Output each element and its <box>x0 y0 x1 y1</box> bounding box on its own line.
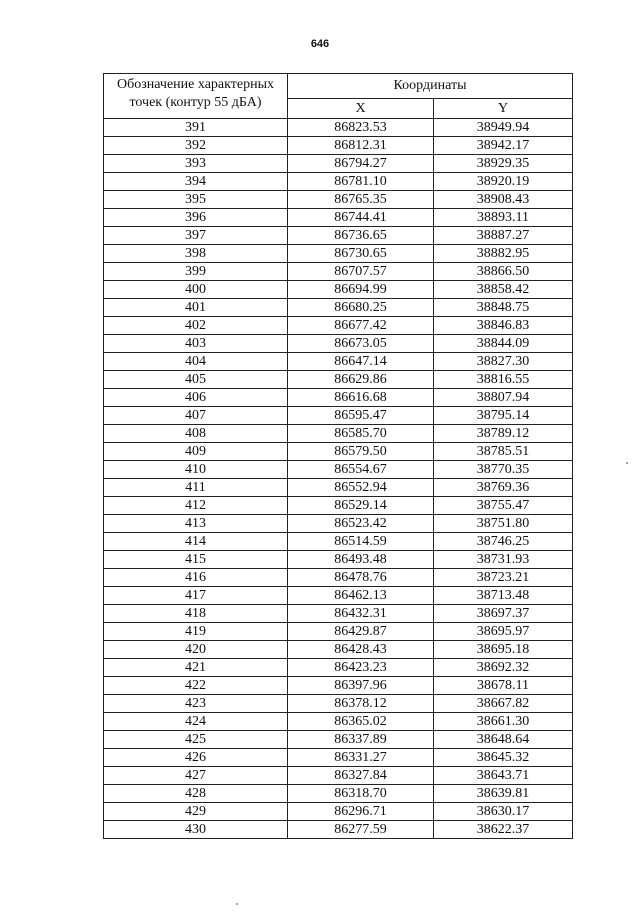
header-row-top <box>104 74 573 99</box>
x-coordinate-cell: 86365.02 <box>288 713 434 731</box>
table-row <box>104 533 573 551</box>
x-coordinate-cell: 86673.05 <box>288 335 434 353</box>
table-row <box>104 317 573 335</box>
y-coordinate-cell: 38769.36 <box>434 479 573 497</box>
point-id-cell: 423 <box>104 695 288 713</box>
table-row <box>104 173 573 191</box>
x-coordinate-cell: 86595.47 <box>288 407 434 425</box>
point-id-cell: 397 <box>104 227 288 245</box>
y-coordinate-cell: 38827.30 <box>434 353 573 371</box>
point-id-cell: 419 <box>104 623 288 641</box>
point-id-cell: 400 <box>104 281 288 299</box>
point-id-cell: 407 <box>104 407 288 425</box>
table-row <box>104 497 573 515</box>
point-id-cell: 406 <box>104 389 288 407</box>
table-row <box>104 713 573 731</box>
x-coordinate-cell: 86423.23 <box>288 659 434 677</box>
point-id-cell: 416 <box>104 569 288 587</box>
table-row <box>104 137 573 155</box>
table-row <box>104 353 573 371</box>
y-coordinate-cell: 38942.17 <box>434 137 573 155</box>
x-coordinate-cell: 86579.50 <box>288 443 434 461</box>
x-coordinate-cell: 86680.25 <box>288 299 434 317</box>
x-coordinate-cell: 86554.67 <box>288 461 434 479</box>
x-coordinate-cell: 86677.42 <box>288 317 434 335</box>
x-coordinate-cell: 86812.31 <box>288 137 434 155</box>
point-id-cell: 429 <box>104 803 288 821</box>
table-row <box>104 335 573 353</box>
point-id-cell: 401 <box>104 299 288 317</box>
coordinates-table <box>103 73 573 839</box>
table-row <box>104 443 573 461</box>
x-coordinate-cell: 86514.59 <box>288 533 434 551</box>
y-coordinate-cell: 38920.19 <box>434 173 573 191</box>
point-id-cell: 392 <box>104 137 288 155</box>
point-id-cell: 422 <box>104 677 288 695</box>
y-coordinate-cell: 38723.21 <box>434 569 573 587</box>
point-id-cell: 413 <box>104 515 288 533</box>
y-coordinate-cell: 38816.55 <box>434 371 573 389</box>
table-row <box>104 263 573 281</box>
x-coordinate-cell: 86493.48 <box>288 551 434 569</box>
point-id-cell: 418 <box>104 605 288 623</box>
y-coordinate-cell: 38755.47 <box>434 497 573 515</box>
table-row <box>104 605 573 623</box>
y-coordinate-cell: 38893.11 <box>434 209 573 227</box>
x-coordinate-cell: 86736.65 <box>288 227 434 245</box>
x-coordinate-cell: 86647.14 <box>288 353 434 371</box>
table-row <box>104 425 573 443</box>
point-id-cell: 404 <box>104 353 288 371</box>
point-id-cell: 409 <box>104 443 288 461</box>
x-coordinate-cell: 86462.13 <box>288 587 434 605</box>
point-id-cell: 417 <box>104 587 288 605</box>
table-row <box>104 569 573 587</box>
y-coordinate-cell: 38785.51 <box>434 443 573 461</box>
x-coordinate-cell: 86331.27 <box>288 749 434 767</box>
scan-speck <box>626 462 628 464</box>
y-coordinate-cell: 38667.82 <box>434 695 573 713</box>
x-coordinate-cell: 86794.27 <box>288 155 434 173</box>
table-row <box>104 245 573 263</box>
x-coordinate-cell: 86694.99 <box>288 281 434 299</box>
table-row <box>104 227 573 245</box>
table-row <box>104 209 573 227</box>
table-header <box>104 74 573 119</box>
y-coordinate-cell: 38643.71 <box>434 767 573 785</box>
point-id-cell: 402 <box>104 317 288 335</box>
point-id-cell: 396 <box>104 209 288 227</box>
table-row <box>104 695 573 713</box>
point-id-cell: 421 <box>104 659 288 677</box>
y-coordinate-cell: 38622.37 <box>434 821 573 839</box>
y-coordinate-cell: 38678.11 <box>434 677 573 695</box>
y-coordinate-cell: 38695.18 <box>434 641 573 659</box>
point-id-cell: 408 <box>104 425 288 443</box>
y-coordinate-cell: 38630.17 <box>434 803 573 821</box>
table-row <box>104 821 573 839</box>
table-row <box>104 749 573 767</box>
y-coordinate-cell: 38848.75 <box>434 299 573 317</box>
y-coordinate-cell: 38807.94 <box>434 389 573 407</box>
x-coordinate-cell: 86296.71 <box>288 803 434 821</box>
point-id-cell: 391 <box>104 119 288 137</box>
point-id-cell: 414 <box>104 533 288 551</box>
y-coordinate-cell: 38844.09 <box>434 335 573 353</box>
point-id-cell: 412 <box>104 497 288 515</box>
y-coordinate-cell: 38908.43 <box>434 191 573 209</box>
point-id-cell: 403 <box>104 335 288 353</box>
x-coordinate-cell: 86629.86 <box>288 371 434 389</box>
x-coordinate-cell: 86318.70 <box>288 785 434 803</box>
point-id-cell: 425 <box>104 731 288 749</box>
point-id-cell: 405 <box>104 371 288 389</box>
x-coordinate-cell: 86337.89 <box>288 731 434 749</box>
x-coordinate-cell: 86478.76 <box>288 569 434 587</box>
coordinates-header: Координаты <box>288 74 573 99</box>
y-column-header: Y <box>434 99 573 119</box>
x-coordinate-cell: 86397.96 <box>288 677 434 695</box>
y-coordinate-cell: 38713.48 <box>434 587 573 605</box>
table-row <box>104 191 573 209</box>
y-coordinate-cell: 38751.80 <box>434 515 573 533</box>
y-coordinate-cell: 38731.93 <box>434 551 573 569</box>
y-coordinate-cell: 38746.25 <box>434 533 573 551</box>
y-coordinate-cell: 38661.30 <box>434 713 573 731</box>
table-row <box>104 551 573 569</box>
x-coordinate-cell: 86765.35 <box>288 191 434 209</box>
y-coordinate-cell: 38858.42 <box>434 281 573 299</box>
x-coordinate-cell: 86523.42 <box>288 515 434 533</box>
point-id-cell: 411 <box>104 479 288 497</box>
table-body <box>104 119 573 839</box>
y-coordinate-cell: 38929.35 <box>434 155 573 173</box>
y-coordinate-cell: 38789.12 <box>434 425 573 443</box>
table-row <box>104 623 573 641</box>
point-id-cell: 430 <box>104 821 288 839</box>
x-coordinate-cell: 86744.41 <box>288 209 434 227</box>
y-coordinate-cell: 38949.94 <box>434 119 573 137</box>
y-coordinate-cell: 38645.32 <box>434 749 573 767</box>
point-id-cell: 420 <box>104 641 288 659</box>
table-row <box>104 155 573 173</box>
table-row <box>104 785 573 803</box>
table-row <box>104 479 573 497</box>
y-coordinate-cell: 38882.95 <box>434 245 573 263</box>
x-coordinate-cell: 86529.14 <box>288 497 434 515</box>
x-coordinate-cell: 86432.31 <box>288 605 434 623</box>
point-id-cell: 428 <box>104 785 288 803</box>
table-row <box>104 803 573 821</box>
table-row <box>104 515 573 533</box>
x-coordinate-cell: 86552.94 <box>288 479 434 497</box>
x-coordinate-cell: 86429.87 <box>288 623 434 641</box>
y-coordinate-cell: 38887.27 <box>434 227 573 245</box>
x-coordinate-cell: 86277.59 <box>288 821 434 839</box>
x-coordinate-cell: 86823.53 <box>288 119 434 137</box>
x-coordinate-cell: 86327.84 <box>288 767 434 785</box>
table-row <box>104 119 573 137</box>
y-coordinate-cell: 38695.97 <box>434 623 573 641</box>
point-id-cell: 427 <box>104 767 288 785</box>
table-row <box>104 461 573 479</box>
x-coordinate-cell: 86585.70 <box>288 425 434 443</box>
x-coordinate-cell: 86378.12 <box>288 695 434 713</box>
x-coordinate-cell: 86428.43 <box>288 641 434 659</box>
table-row <box>104 767 573 785</box>
point-id-cell: 398 <box>104 245 288 263</box>
point-id-cell: 395 <box>104 191 288 209</box>
table-row <box>104 587 573 605</box>
table-row <box>104 389 573 407</box>
y-coordinate-cell: 38639.81 <box>434 785 573 803</box>
point-id-cell: 410 <box>104 461 288 479</box>
point-id-cell: 399 <box>104 263 288 281</box>
y-coordinate-cell: 38697.37 <box>434 605 573 623</box>
point-id-cell: 426 <box>104 749 288 767</box>
table-row <box>104 407 573 425</box>
point-designation-header: Обозначение характерных точек (контур 55 дБА) <box>104 74 288 119</box>
y-coordinate-cell: 38648.64 <box>434 731 573 749</box>
table-row <box>104 677 573 695</box>
y-coordinate-cell: 38770.35 <box>434 461 573 479</box>
point-id-cell: 394 <box>104 173 288 191</box>
table-row <box>104 731 573 749</box>
table-row <box>104 659 573 677</box>
point-id-cell: 415 <box>104 551 288 569</box>
scan-speck <box>236 903 238 905</box>
x-coordinate-cell: 86730.65 <box>288 245 434 263</box>
x-column-header: X <box>288 99 434 119</box>
x-coordinate-cell: 86781.10 <box>288 173 434 191</box>
point-id-cell: 393 <box>104 155 288 173</box>
table-row <box>104 371 573 389</box>
y-coordinate-cell: 38692.32 <box>434 659 573 677</box>
x-coordinate-cell: 86616.68 <box>288 389 434 407</box>
y-coordinate-cell: 38846.83 <box>434 317 573 335</box>
x-coordinate-cell: 86707.57 <box>288 263 434 281</box>
y-coordinate-cell: 38866.50 <box>434 263 573 281</box>
table-row <box>104 281 573 299</box>
page-number: 646 <box>310 38 330 50</box>
table-row <box>104 641 573 659</box>
point-id-cell: 424 <box>104 713 288 731</box>
table-row <box>104 299 573 317</box>
y-coordinate-cell: 38795.14 <box>434 407 573 425</box>
